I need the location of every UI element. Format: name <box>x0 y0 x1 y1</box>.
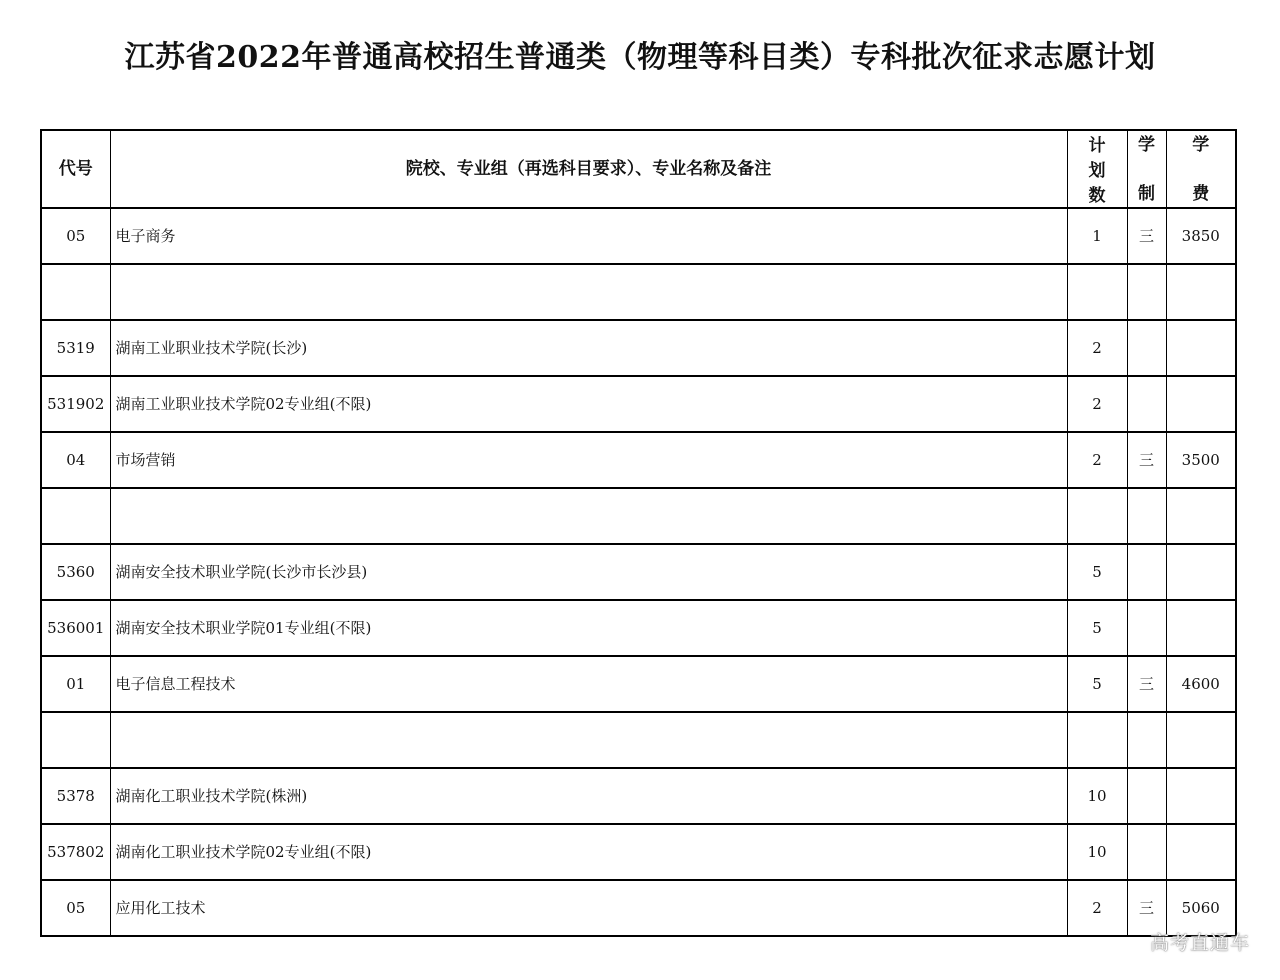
cell-name: 应用化工技术 <box>110 880 1067 936</box>
cell-fee <box>1166 264 1236 320</box>
cell-fee <box>1166 320 1236 376</box>
header-plan-count <box>1067 130 1127 208</box>
cell-fee <box>1166 488 1236 544</box>
header-code: 代号 <box>41 130 110 208</box>
cell-length <box>1127 824 1166 880</box>
cell-fee <box>1166 712 1236 768</box>
cell-plan-count: 2 <box>1067 432 1127 488</box>
cell-name <box>110 264 1067 320</box>
cell-name: 湖南化工职业技术学院02专业组(不限) <box>110 824 1067 880</box>
header-plan-char: 数 <box>1088 186 1106 206</box>
cell-name: 湖南安全技术职业学院01专业组(不限) <box>110 600 1067 656</box>
header-plan-char: 划 <box>1088 161 1106 181</box>
cell-fee <box>1166 824 1236 880</box>
table-row <box>41 376 1236 432</box>
cell-fee <box>1166 768 1236 824</box>
cell-name: 湖南安全技术职业学院(长沙市长沙县) <box>110 544 1067 600</box>
table-row <box>41 264 1236 320</box>
cell-name: 电子商务 <box>110 208 1067 264</box>
cell-code: 5360 <box>41 544 110 600</box>
table-body <box>41 208 1236 936</box>
cell-length <box>1127 768 1166 824</box>
cell-plan-count: 5 <box>1067 600 1127 656</box>
cell-fee: 4600 <box>1166 656 1236 712</box>
table-row <box>41 712 1236 768</box>
cell-plan-count <box>1067 488 1127 544</box>
cell-name <box>110 488 1067 544</box>
cell-length <box>1127 712 1166 768</box>
cell-length <box>1127 320 1166 376</box>
table-row <box>41 656 1236 712</box>
table-header-row <box>41 130 1236 208</box>
cell-code: 01 <box>41 656 110 712</box>
cell-length: 三 <box>1127 656 1166 712</box>
cell-length: 三 <box>1127 432 1166 488</box>
header-fee-char: 费 <box>1192 184 1210 204</box>
cell-code: 05 <box>41 880 110 936</box>
cell-length <box>1127 600 1166 656</box>
cell-plan-count: 5 <box>1067 656 1127 712</box>
cell-length <box>1127 488 1166 544</box>
cell-code: 531902 <box>41 376 110 432</box>
cell-plan-count: 10 <box>1067 824 1127 880</box>
header-name: 院校、专业组（再选科目要求）、专业名称及备注 <box>110 130 1067 208</box>
cell-name: 湖南工业职业技术学院(长沙) <box>110 320 1067 376</box>
cell-length <box>1127 376 1166 432</box>
cell-plan-count: 2 <box>1067 880 1127 936</box>
cell-plan-count: 10 <box>1067 768 1127 824</box>
table-row <box>41 880 1236 936</box>
cell-fee <box>1166 376 1236 432</box>
header-fee-char: 学 <box>1192 135 1210 155</box>
cell-code: 5319 <box>41 320 110 376</box>
header-length-char: 学 <box>1138 135 1155 155</box>
table-row <box>41 600 1236 656</box>
cell-plan-count: 2 <box>1067 320 1127 376</box>
cell-code: 536001 <box>41 600 110 656</box>
cell-code: 04 <box>41 432 110 488</box>
header-length <box>1127 130 1166 208</box>
cell-fee: 5060 <box>1166 880 1236 936</box>
cell-code <box>41 712 110 768</box>
cell-length <box>1127 544 1166 600</box>
header-length-char: 制 <box>1138 184 1155 204</box>
cell-name: 市场营销 <box>110 432 1067 488</box>
table-row <box>41 320 1236 376</box>
header-fee <box>1166 130 1236 208</box>
cell-length: 三 <box>1127 208 1166 264</box>
table-row <box>41 544 1236 600</box>
cell-name: 电子信息工程技术 <box>110 656 1067 712</box>
cell-plan-count: 1 <box>1067 208 1127 264</box>
cell-plan-count <box>1067 712 1127 768</box>
cell-fee <box>1166 600 1236 656</box>
cell-code: 537802 <box>41 824 110 880</box>
cell-fee: 3850 <box>1166 208 1236 264</box>
cell-code <box>41 264 110 320</box>
enrollment-plan-table <box>40 129 1237 937</box>
table-row <box>41 208 1236 264</box>
cell-plan-count: 5 <box>1067 544 1127 600</box>
table-row <box>41 824 1236 880</box>
cell-name: 湖南工业职业技术学院02专业组(不限) <box>110 376 1067 432</box>
cell-length <box>1127 264 1166 320</box>
cell-fee: 3500 <box>1166 432 1236 488</box>
cell-plan-count: 2 <box>1067 376 1127 432</box>
table-row <box>41 488 1236 544</box>
header-plan-char: 计 <box>1088 136 1106 156</box>
cell-code <box>41 488 110 544</box>
table-row <box>41 432 1236 488</box>
watermark-text: 高考直通车 <box>1149 932 1250 954</box>
cell-code: 5378 <box>41 768 110 824</box>
cell-name <box>110 712 1067 768</box>
cell-length: 三 <box>1127 880 1166 936</box>
table-row <box>41 768 1236 824</box>
cell-code: 05 <box>41 208 110 264</box>
cell-name: 湖南化工职业技术学院(株洲) <box>110 768 1067 824</box>
cell-fee <box>1166 544 1236 600</box>
cell-plan-count <box>1067 264 1127 320</box>
page-title: 江苏省2022年普通高校招生普通类（物理等科目类）专科批次征求志愿计划 <box>124 40 1156 75</box>
